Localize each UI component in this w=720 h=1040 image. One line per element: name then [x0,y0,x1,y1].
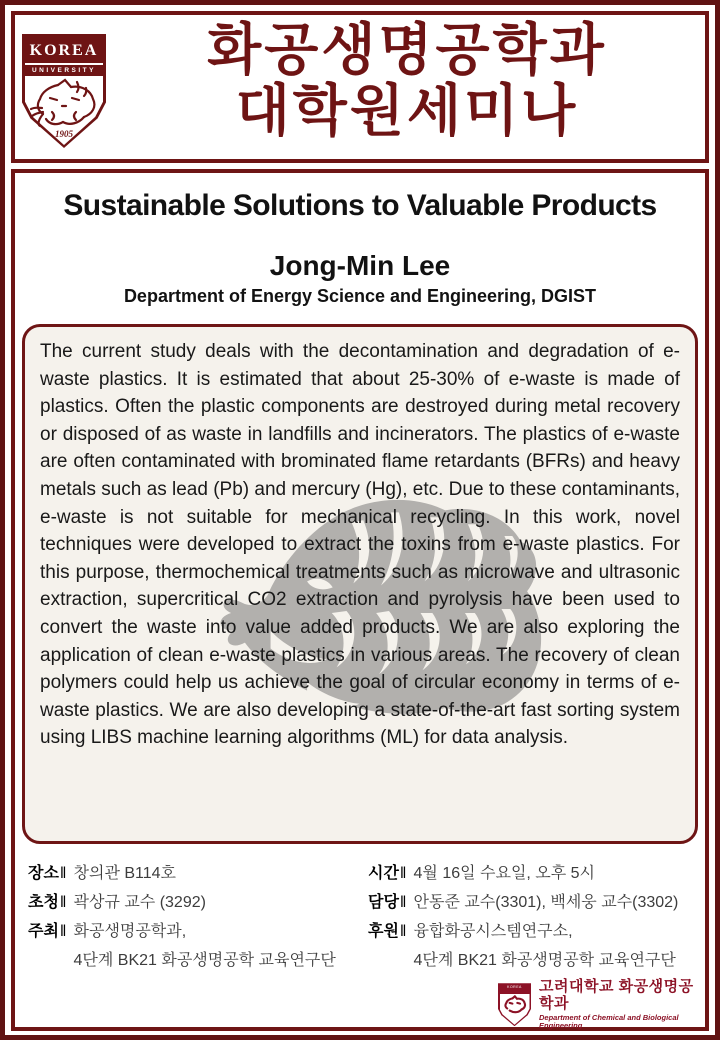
invited-value [74,888,206,917]
sponsor-value [414,917,676,975]
time-value [414,859,595,888]
info-row-location [28,859,336,888]
time-value-line1: 4월 16일 수요일, 오후 5시 [413,865,595,882]
sponsor-label: 후원 [368,923,399,940]
location-value [74,859,176,888]
korea-university-mini-shield-icon [498,983,531,1026]
info-row-host [28,917,336,975]
department-logo [498,979,705,1031]
contact-value [414,888,679,917]
location-label: 장소 [28,865,59,882]
poster-title-line1: 화공생명공학과 [207,18,607,81]
time-label: 시간 [368,865,399,882]
department-logo-text [539,979,705,1031]
speaker-affiliation: Department of Energy Science and Engineering, DGIST [123,286,597,306]
info-row-invited [28,888,336,917]
korea-university-shield-logo [22,34,106,148]
department-name-korean: 고려대학교 화공생명공학과 [539,978,694,1012]
host-label: 주최 [28,923,59,940]
tiger-head-icon [28,78,100,128]
host-value-line1: 화공생명공학과, [73,923,187,940]
host-value-line2: 4단계 BK21 화공생명공학 교육연구단 [73,952,336,969]
invited-value-line1: 곽상규 교수 (3292) [73,894,206,911]
location-value-line1: 창의관 B114호 [73,865,176,882]
info-row-time [368,859,678,888]
sponsor-value-line1: 융합화공시스템연구소, [413,923,573,940]
main-panel [11,169,709,1031]
seminar-title: Sustainable Solutions to Valuable Products [63,189,657,222]
separator: ‖ [59,923,67,940]
shield-korea-text: KOREA [25,37,103,63]
shield-university-text: UNIVERSITY [25,65,103,76]
abstract-text: The current study deals with the decontamination and degradation of e-waste plastics. It is estimated that about 25-30% of e-waste is made of plastics. Often the plastic components are destroyed during metal recovery or disposed of as waste in landfills and incinerators. The plastics of e-waste are often contaminated with brominated flame retardants (BFRs) and heavy metals such as lead (Pb) and mercury (Hg), etc. Due to these contaminants, e-waste is not suitable for mechanical recycling. In this work, novel techniques were developed to extract the toxins from e-waste plastics. For this purpose, thermochemical treatments such as microwave and ultrasonic extraction, supercritical CO2 extraction and pyrolysis have been used to convert the waste into value added products. We are also exploring the application of clean e-waste plastics in various areas. The recovery of clean polymers could help us achieve the goal of circular economy in terms of e-waste plastics. We are also developing a state-of-the-art fast sorting system using LIBS machine learning algorithms (ML) for data analysis. [40,341,680,749]
contact-value-line1: 안동준 교수(3301), 백세웅 교수(3302) [413,894,679,911]
host-value [74,917,336,975]
info-column-left [28,859,336,975]
poster-title-korean [113,19,701,141]
info-row-contact [368,888,678,917]
poster-title-line2: 대학원세미나 [235,79,579,142]
separator: ‖ [399,923,407,940]
separator: ‖ [399,865,407,882]
speaker-name: Jong-Min Lee [269,250,451,281]
separator: ‖ [59,894,67,911]
shield-year-text: 1905 [55,129,73,139]
department-name-english: Department of Chemical and Biological Engineering [539,1013,679,1031]
mini-shield-korea-text: KOREA [500,985,530,994]
contact-label: 담당 [368,894,399,911]
mini-tiger-head-icon [502,995,527,1015]
sponsor-value-line2: 4단계 BK21 화공생명공학 교육연구단 [413,952,676,969]
header-panel [11,11,709,163]
invited-label: 초청 [28,894,59,911]
info-row-sponsor [368,917,678,975]
separator: ‖ [59,865,67,882]
info-column-right [368,859,678,975]
abstract-box [22,324,698,844]
separator: ‖ [399,894,407,911]
